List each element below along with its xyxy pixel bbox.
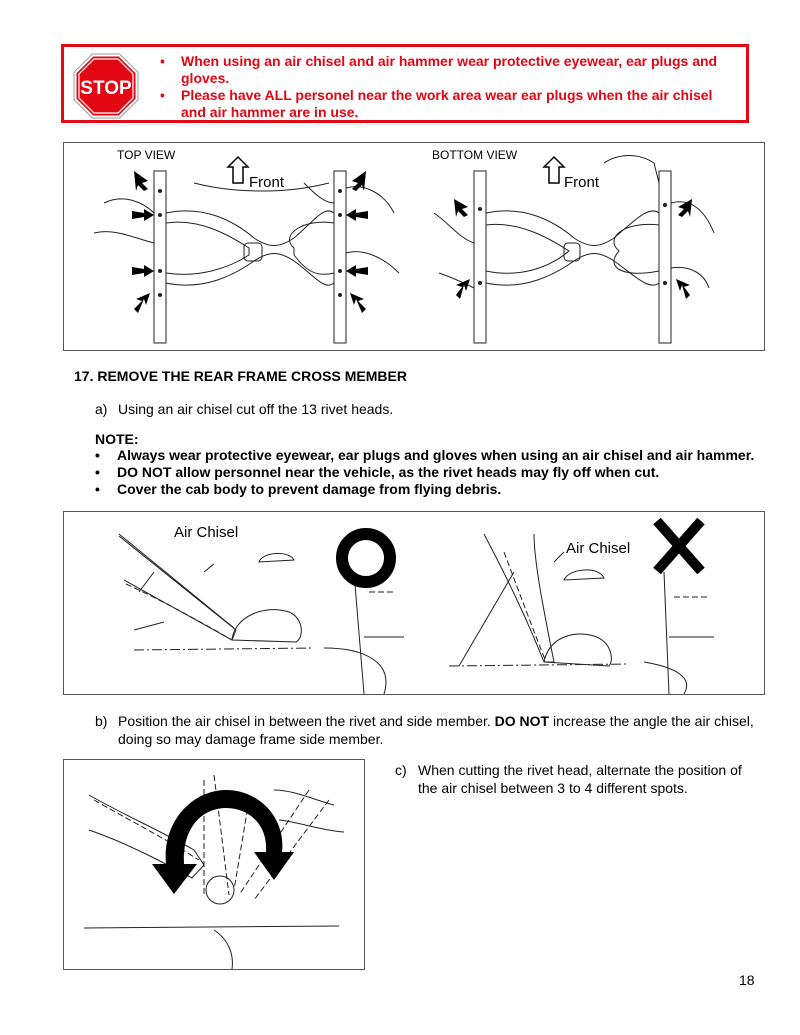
air-chisel-label-left: Air Chisel [174, 524, 239, 541]
stop-sign-text: STOP [80, 78, 132, 99]
chisel-rotation-figure [63, 759, 365, 970]
step-a-text: Using an air chisel cut off the 13 rivet heads. [118, 401, 394, 417]
step-title: 17. REMOVE THE REAR FRAME CROSS MEMBER [74, 368, 407, 384]
note-item: • DO NOT allow personnel near the vehicle, as the rivet heads may fly off when cut. [95, 464, 775, 481]
step-b-marker: b) [95, 713, 108, 729]
step-b-text-1: Position the air chisel in between the rivet and side member. [118, 713, 491, 729]
bottom-view-front-label: Front [564, 174, 600, 191]
step-b-text-2: increase the angle the air chisel, [553, 713, 754, 729]
step-c-text-1: When cutting the rivet head, alternate the position of [418, 762, 742, 778]
step-b-text-3: doing so may damage frame side member. [118, 731, 384, 747]
incorrect-mark-icon [657, 521, 701, 571]
note-item: • Always wear protective eyewear, ear plugs and gloves when using an air chisel and air hammer. [95, 447, 775, 464]
step-b-bold: DO NOT [494, 713, 550, 729]
step-c-marker: c) [395, 762, 407, 778]
step-a-marker: a) [95, 401, 108, 417]
step-c-text-2: the air chisel between 3 to 4 different spots. [418, 780, 688, 796]
rotation-arrow-icon [152, 790, 294, 894]
page-number: 18 [739, 972, 755, 988]
top-view-label: TOP VIEW [117, 148, 176, 162]
warning-list [160, 53, 740, 121]
stop-warning-box [61, 44, 749, 123]
stop-sign-icon [73, 53, 139, 119]
chisel-rotation-drawing [64, 760, 364, 969]
correct-mark-icon [342, 534, 390, 582]
note-item: • Cover the cab body to prevent damage from flying debris. [95, 481, 775, 498]
step-b-text [118, 712, 778, 730]
frame-views-drawing [64, 143, 764, 350]
frame-views-figure [63, 142, 765, 351]
chisel-angle-drawing [64, 512, 764, 694]
chisel-angle-figure [63, 511, 765, 695]
note-list [95, 447, 775, 498]
warning-item: • When using an air chisel and air hammer wear protective eyewear, ear plugs and gloves. [160, 53, 740, 87]
air-chisel-label-right: Air Chisel [566, 540, 631, 557]
top-view-front-label: Front [249, 174, 285, 191]
note-title: NOTE: [95, 431, 139, 447]
bottom-view-label: BOTTOM VIEW [432, 148, 518, 162]
warning-item: • Please have ALL personel near the work area wear ear plugs when the air chisel and air hammer are in use. [160, 87, 740, 121]
